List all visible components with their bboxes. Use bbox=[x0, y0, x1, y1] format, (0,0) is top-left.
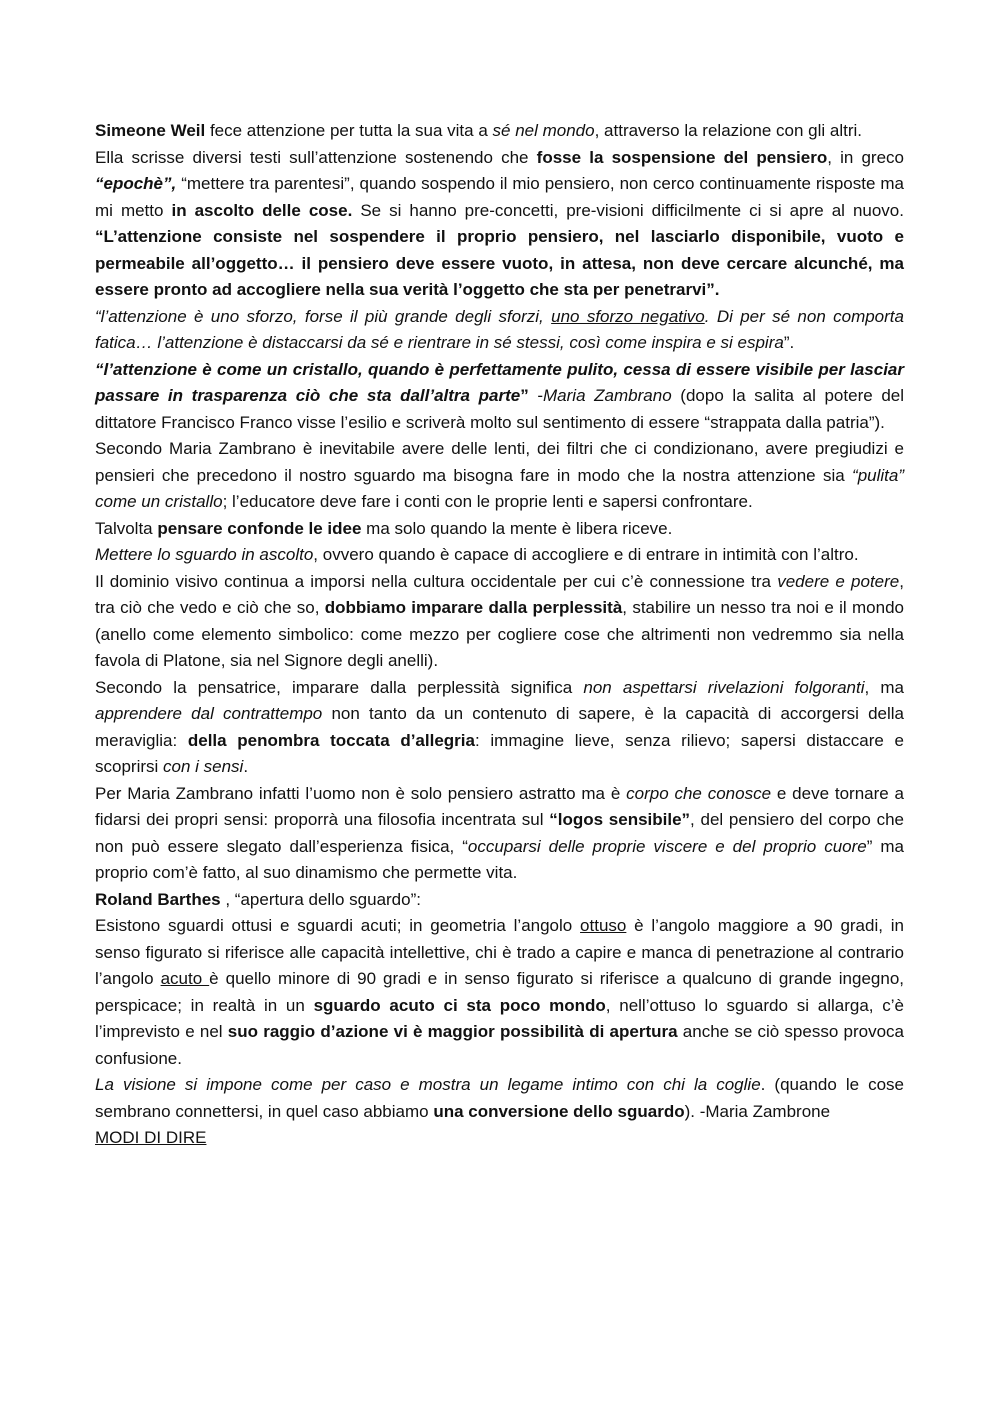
text-run: , nell’ottuso lo sguardo si allarga, c’è l’imprevisto e nel bbox=[95, 995, 904, 1041]
text-run: : immagine lieve, senza rilievo; sapersi distaccare e scoprirsi bbox=[95, 730, 905, 776]
text-run: Il dominio visivo continua a imporsi nella cultura occidentale per cui c’è connessione tra bbox=[95, 571, 778, 591]
text-run: “L’attenzione consiste nel sospendere il proprio pensiero, nel lasciarlo disponibile, vuoto e permeabile all’oggetto… il pensiero deve essere vuoto, in attesa, non deve cercare alcunché, ma essere pronto ad accogliere nella sua verità l’oggetto che sta per penetrarvi”. bbox=[95, 227, 904, 299]
text-run: ). -Maria Zambrone bbox=[684, 1101, 831, 1121]
text-run: corpo che conosce bbox=[626, 783, 772, 803]
text-run: MODI DI DIRE bbox=[95, 1128, 207, 1147]
text-run: è l’angolo maggiore a 90 gradi, in senso figurato si riferisce alle capacità intellettive, chi è trado a capire e manca di penetrazione al contrario l’angolo bbox=[95, 916, 904, 988]
text-run: Maria Zambrano bbox=[543, 386, 672, 405]
text-run: dobbiamo imparare dalla perplessità bbox=[324, 598, 623, 617]
paragraph bbox=[95, 913, 904, 1072]
text-run: Mettere lo sguardo in ascolto bbox=[95, 545, 314, 564]
text-run: non aspettarsi rivelazioni folgoranti bbox=[583, 677, 865, 697]
paragraph bbox=[95, 436, 904, 516]
text-run: “l’attenzione è come un cristallo, quando è perfettamente pulito, cessa di essere visibile per lasciar passare in trasparenza ciò che sta dall’altra parte bbox=[95, 359, 904, 405]
paragraph bbox=[95, 675, 904, 781]
text-run: Secondo la pensatrice, imparare dalla perplessità significa bbox=[95, 677, 584, 697]
text-run: in ascolto delle cose. bbox=[171, 200, 353, 220]
text-run: “l’attenzione è uno sforzo, forse il più grande degli sforzi, bbox=[95, 306, 552, 326]
paragraph bbox=[95, 569, 904, 675]
text-run: una conversione dello sguardo bbox=[433, 1101, 685, 1121]
text-run: occuparsi delle proprie viscere e del proprio cuore bbox=[467, 836, 867, 856]
text-run: Esistono sguardi ottusi e sguardi acuti; in geometria l’angolo bbox=[95, 916, 581, 935]
text-run: Per Maria Zambrano infatti l’uomo non è solo pensiero astratto ma è bbox=[95, 783, 627, 803]
text-run: fece attenzione per tutta la sua vita a bbox=[205, 121, 493, 140]
paragraph bbox=[95, 357, 904, 437]
paragraph bbox=[95, 887, 904, 914]
text-run: fosse la sospensione del pensiero bbox=[536, 147, 828, 167]
document-body bbox=[95, 118, 904, 1152]
text-run: ” bbox=[520, 386, 529, 405]
text-run: acuto bbox=[160, 969, 210, 988]
text-run: è quello minore di 90 gradi e in senso figurato si riferisce a qualcuno di grande ingegno, perspicace; in realtà in un bbox=[95, 969, 905, 1015]
text-run: . (quando le cose sembrano connettersi, in quel caso abbiamo bbox=[95, 1075, 905, 1121]
text-run: Ella scrisse diversi testi sull’attenzione sostenendo che bbox=[95, 147, 537, 167]
text-run: ma solo quando la mente è libera riceve. bbox=[361, 518, 673, 538]
text-run: La visione si impone come per caso e mostra un legame intimo con chi la coglie bbox=[95, 1075, 761, 1094]
text-run: e deve tornare a fidarsi dei propri sensi: proporrà una filosofia incentrata sul bbox=[95, 783, 905, 829]
text-run: ”. bbox=[783, 333, 795, 352]
text-run: apprendere dal contrattempo bbox=[95, 704, 323, 723]
text-run: con i sensi bbox=[163, 757, 244, 776]
text-run: (dopo la salita al potere del dittatore Francisco Franco visse l’esilio e scriverà molto sul sentimento di essere “strappata dalla patria”). bbox=[95, 386, 905, 432]
paragraph bbox=[95, 118, 904, 145]
text-run: . Di per sé non comporta fatica… l’attenzione è distaccarsi da sé e rientrare in sé stessi, così come inspira e si espira bbox=[95, 306, 904, 352]
text-run: , ma bbox=[864, 677, 904, 697]
paragraph bbox=[95, 145, 904, 304]
text-run: , attraverso la relazione con gli altri. bbox=[594, 121, 862, 140]
text-run: “mettere tra parentesi”, quando sospendo il mio pensiero, non cerco continuamente risposte ma mi metto bbox=[95, 174, 904, 220]
text-run: non tanto da un contenuto di sapere, è la capacità di accorgersi della meraviglia: bbox=[95, 704, 904, 750]
paragraph bbox=[95, 542, 904, 569]
text-run: . bbox=[243, 757, 249, 776]
paragraph bbox=[95, 304, 904, 357]
text-run: , “apertura dello sguardo”: bbox=[220, 889, 421, 909]
text-run: Talvolta bbox=[95, 518, 158, 538]
text-run: - bbox=[528, 386, 544, 405]
text-run: suo raggio d’azione vi è maggior possibilità di apertura bbox=[227, 1022, 678, 1041]
text-run: ; l’educatore deve fare i conti con le proprie lenti e sapersi confrontare. bbox=[222, 492, 753, 511]
text-run: ottuso bbox=[580, 916, 627, 935]
paragraph bbox=[95, 1072, 904, 1125]
text-run: Secondo Maria Zambrano è inevitabile avere delle lenti, dei filtri che ci condizionano, avere pregiudizi e pensieri che precedono il nostro sguardo ma bisogna fare in modo che la nostra attenzione sia bbox=[95, 439, 904, 485]
text-run: , tra ciò che vedo e ciò che so, bbox=[95, 571, 904, 617]
text-run: sé nel mondo bbox=[492, 121, 595, 140]
text-run: Roland Barthes bbox=[95, 889, 221, 909]
text-run: ” ma proprio com’è fatto, al suo dinamismo che permette vita. bbox=[95, 836, 904, 882]
text-run: , del pensiero del corpo che non può essere slegato dall’esperienza fisica, “ bbox=[95, 810, 904, 856]
text-run: pensare confonde le idee bbox=[157, 518, 362, 538]
text-run: “epochè”, bbox=[95, 174, 177, 193]
text-run: “pulita” come un cristallo bbox=[95, 465, 904, 511]
text-run: Se si hanno pre-concetti, pre-visioni difficilmente ci si apre al nuovo. bbox=[352, 200, 904, 220]
text-run: anche se ciò spesso provoca confusione. bbox=[95, 1022, 904, 1068]
text-run: , ovvero quando è capace di accogliere e di entrare in intimità con l’altro. bbox=[313, 545, 859, 564]
paragraph bbox=[95, 516, 904, 543]
text-run: , stabilire un nesso tra noi e il mondo (anello come elemento simbolico: come mezzo per cogliere cose che altrimenti non vedremmo sia nella favola di Platone, sia nel Signore degli anelli). bbox=[95, 598, 904, 670]
text-run: “logos sensibile” bbox=[549, 810, 691, 829]
paragraph bbox=[95, 781, 904, 887]
text-run: uno sforzo negativo bbox=[551, 306, 705, 326]
text-run: , in greco bbox=[827, 147, 904, 167]
text-run: Simeone Weil bbox=[95, 121, 206, 140]
text-run: vedere e potere bbox=[777, 571, 900, 591]
text-run: sguardo acuto ci sta poco mondo bbox=[313, 995, 606, 1015]
document-page bbox=[95, 118, 904, 1152]
text-run: della penombra toccata d’allegria bbox=[187, 730, 475, 750]
paragraph bbox=[95, 1125, 904, 1152]
